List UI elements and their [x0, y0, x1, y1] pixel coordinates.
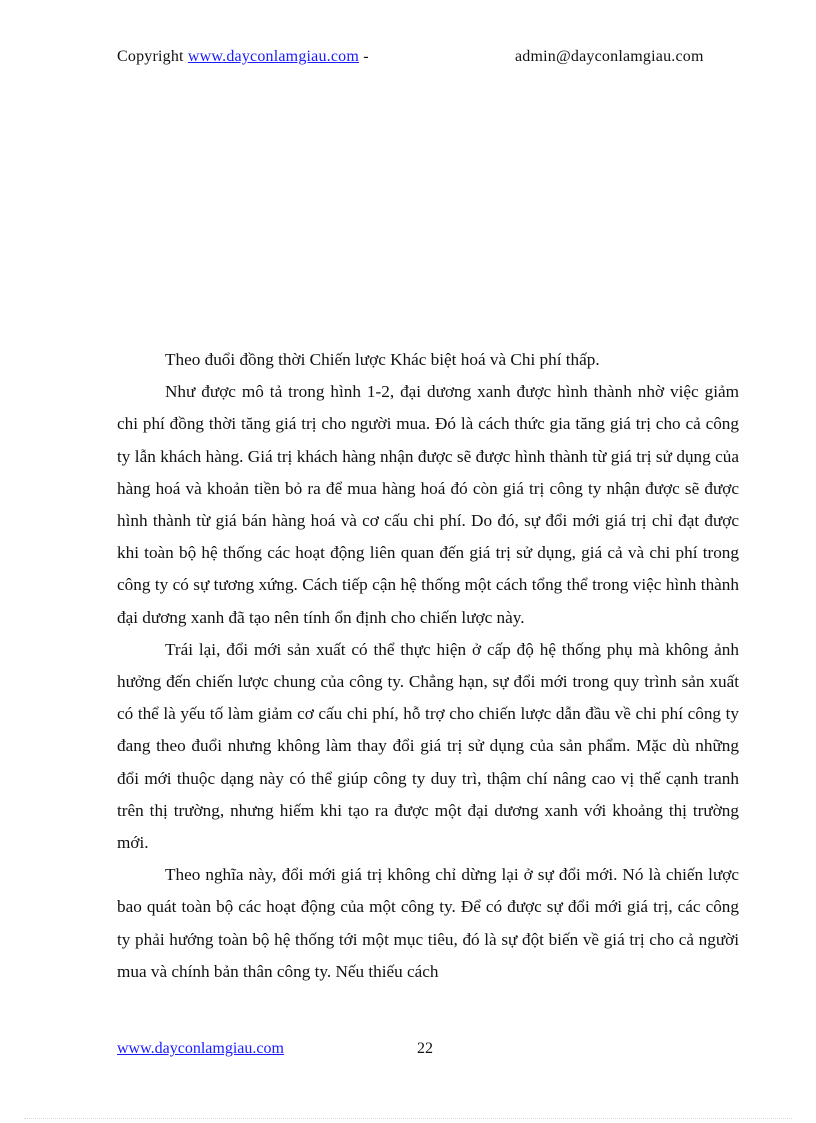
page-number: 22	[417, 1040, 433, 1057]
header-separator: -	[363, 48, 369, 65]
header-website-link[interactable]: www.dayconlamgiau.com	[187, 48, 360, 65]
footer-website-link[interactable]: www.dayconlamgiau.com	[117, 1040, 284, 1057]
page-header	[117, 48, 737, 70]
paragraph: Theo nghĩa này, đổi mới giá trị không chỉ dừng lại ở sự đổi mới. Nó là chiến lược bao quát toàn bộ các hoạt động của một công ty. Để có được sự đổi mới giá trị, các công ty phải hướng toàn bộ hệ thống tới một mục tiêu, đó là sự đột biến về giá trị cho cả người mua và chính bản thân công ty. Nếu thiếu cách	[117, 865, 739, 981]
header-email: admin@dayconlamgiau.com	[515, 48, 704, 65]
page-footer	[117, 1040, 739, 1064]
copyright-label: Copyright	[117, 48, 184, 65]
page-bottom-divider	[24, 1118, 792, 1119]
paragraph: Như được mô tả trong hình 1-2, đại dương xanh được hình thành nhờ việc giảm chi phí đồng thời tăng giá trị cho người mua. Đó là cách thức gia tăng giá trị cho cả công ty lẫn khách hàng. Giá trị khách hàng nhận được sẽ được hình thành từ giá trị sử dụng của hàng hoá và khoản tiền bỏ ra để mua hàng hoá đó còn giá trị công ty nhận được sẽ được hình thành từ giá bán hàng hoá và cơ cấu chi phí. Do đó, sự đổi mới giá trị chỉ đạt được khi toàn bộ hệ thống các hoạt động liên quan đến giá trị sử dụng, giá cả và chi phí trong công ty có sự tương xứng. Cách tiếp cận hệ thống một cách tổng thể trong việc hình thành đại dương xanh đã tạo nên tính ổn định cho chiến lược này.	[117, 382, 739, 627]
paragraph-heading: Theo đuổi đồng thời Chiến lược Khác biệt hoá và Chi phí thấp.	[165, 350, 600, 369]
header-left	[117, 48, 369, 66]
document-body	[117, 344, 739, 988]
paragraph: Trái lại, đổi mới sản xuất có thể thực hiện ở cấp độ hệ thống phụ mà không ảnh hưởng đến chiến lược chung của công ty. Chẳng hạn, sự đổi mới trong quy trình sản xuất có thể là yếu tố làm giảm cơ cấu chi phí, hỗ trợ cho chiến lược dẫn đầu về chi phí công ty đang theo đuổi nhưng không làm thay đổi giá trị sử dụng của sản phẩm. Mặc dù những đổi mới thuộc dạng này có thể giúp công ty duy trì, thậm chí nâng cao vị thế cạnh tranh trên thị trường, nhưng hiếm khi tạo ra được một đại dương xanh với khoảng thị trường mới.	[117, 639, 739, 853]
